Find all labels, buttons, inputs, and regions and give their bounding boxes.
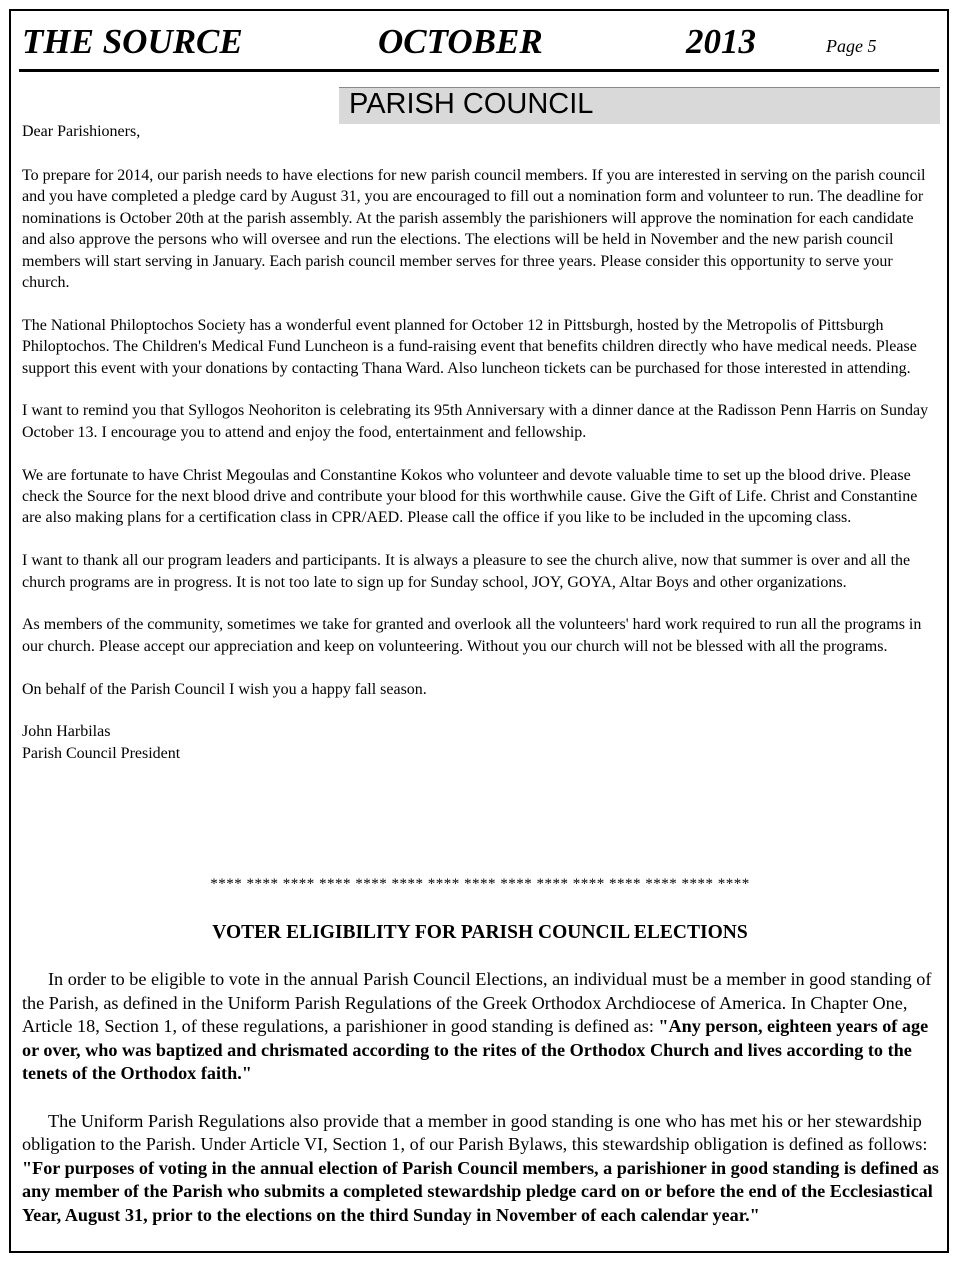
voter-eligibility-article: [22, 968, 940, 1251]
letter-paragraph: I want to thank all our program leaders and participants. It is always a pleasure to see the church alive, now that summer is over and all the church programs are in progress. It is not too late to sign up for Sunday school, JOY, GOYA, Altar Boys and other organizations.: [22, 552, 911, 591]
page-number: Page 5: [826, 36, 877, 56]
section-separator: **** **** **** **** **** **** **** **** **** **** **** **** **** **** ****: [210, 876, 750, 892]
voter-quote: "For purposes of voting in the annual election of Parish Council members, a parishioner in good standing is defined as any member of the Parish who submits a completed stewardship pledge card on or before the end of the Ecclesiastical Year, August 31, prior to the elections on the third Sunday in November of each calendar year.": [22, 1157, 939, 1225]
issue-month: OCTOBER: [378, 22, 543, 61]
letter-paragraph: On behalf of the Parish Council I wish you a happy fall season.: [22, 680, 427, 698]
section-title: PARISH COUNCIL: [349, 88, 594, 120]
issue-year: 2013: [686, 22, 756, 61]
president-letter: [22, 165, 940, 764]
signer-name: John Harbilas: [22, 723, 111, 741]
salutation: Dear Parishioners,: [22, 123, 141, 140]
letter-paragraph: The National Philoptochos Society has a wonderful event planned for October 12 in Pittsburgh, hosted by the Metropolis of Pittsburgh Philoptochos. The Children's Medical Fund Luncheon is a fund-raising event that benefits children directly who have medical needs. Please support this event with your donations by contacting Thana Ward. Also luncheon tickets can be purchased for those interested in attending.: [22, 316, 917, 377]
voter-paragraph: [22, 1110, 940, 1228]
voter-paragraph: [22, 968, 940, 1086]
voter-text: In order to be eligible to vote in the annual Parish Council Elections, an individual must be a member in good standing of the Parish, as defined in the Uniform Parish Regulations of the Greek Orthodox Archdiocese of America. In Chapter One, Article 18, Section 1, of these regulations, a parishioner in good standing is defined as:: [22, 969, 932, 1037]
masthead: [22, 22, 882, 62]
newsletter-title: THE SOURCE: [22, 22, 243, 61]
masthead-rule: [19, 69, 939, 72]
voter-text: The Uniform Parish Regulations also provide that a member in good standing is one who has met his or her stewardship obligation to the Parish. Under Article VI, Section 1, of our Parish Bylaws, this stewardship obligation is defined as follows:: [22, 1110, 928, 1155]
voter-quote: "Any person, eighteen years of age or over, who was baptized and chrismated according to the rites of the Orthodox Church and lives according to the tenets of the Orthodox faith.": [22, 1016, 929, 1084]
letter-paragraph: As members of the community, sometimes we take for granted and overlook all the volunteers' hard work required to run all the programs in our church. Please accept our appreciation and keep on volunteering. Without you our church will not be blessed with all the programs.: [22, 616, 922, 655]
letter-paragraph: I want to remind you that Syllogos Neohoriton is celebrating its 95th Anniversary with a dinner dance at the Radisson Penn Harris on Sunday October 13. I encourage you to attend and enjoy the food, entertainment and fellowship.: [22, 402, 929, 441]
voter-eligibility-heading: VOTER ELIGIBILITY FOR PARISH COUNCIL ELECTIONS: [212, 922, 748, 943]
letter-paragraph: To prepare for 2014, our parish needs to have elections for new parish council members. If you are interested in serving on the parish council and you have completed a pledge card by August 31, you are encouraged to fill out a nomination form and volunteer to run. The deadline for nominations is October 20th at the parish assembly. At the parish assembly the parishioners will approve the nomination for each candidate and also approve the persons who will oversee and run the elections. The elections will be held in November and the new parish council members will start serving in January. Each parish council member serves for three years. Please consider this opportunity to serve your church.: [22, 167, 926, 292]
signer-title: Parish Council President: [22, 744, 181, 762]
letter-paragraph: We are fortunate to have Christ Megoulas and Constantine Kokos who volunteer and devote valuable time to set up the blood drive. Please check the Source for the next blood drive and contribute your blood for this worthwhile cause. Give the Gift of Life. Christ and Constantine are also making plans for a certification class in CPR/AED. Please call the office if you like to be included in the upcoming class.: [22, 466, 918, 527]
